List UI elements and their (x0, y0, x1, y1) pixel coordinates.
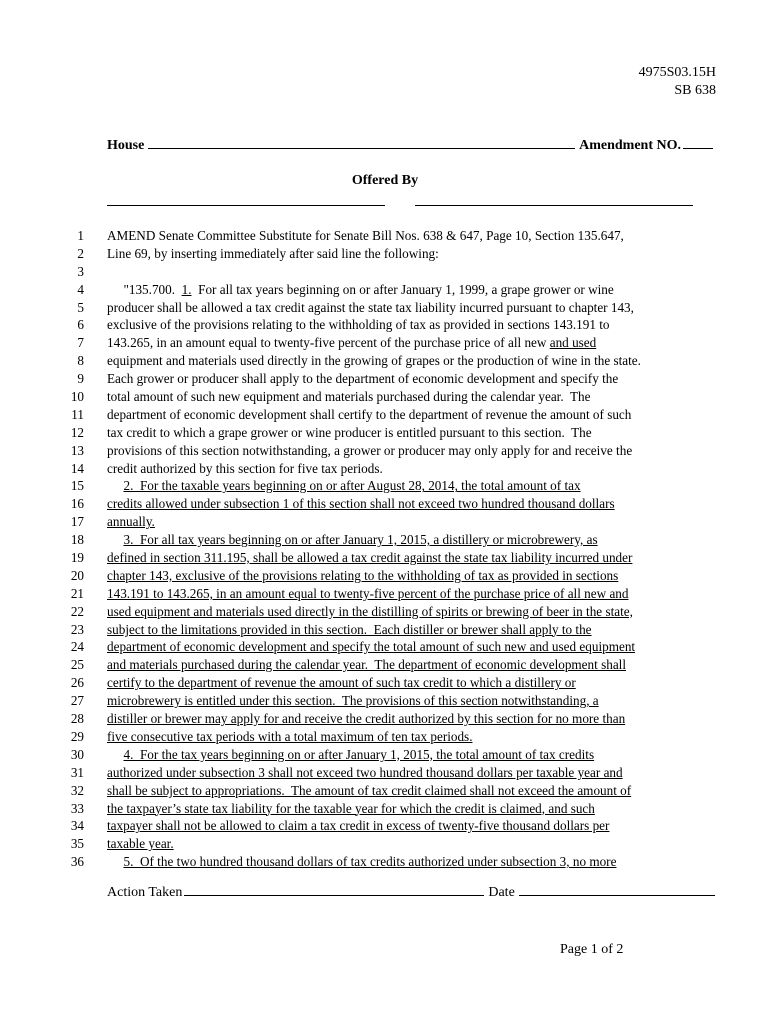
line-3 (0, 263, 770, 281)
line-text: "135.700. 1. For all tax years beginning on or after January 1, 1999, a grape grower or wine (107, 281, 614, 297)
line-text: department of economic development and specify the total amount of such new and used equipment (107, 639, 636, 655)
line-33 (0, 800, 770, 818)
line-22 (0, 603, 770, 621)
line-number: 25 (70, 657, 84, 673)
line-14 (0, 460, 770, 478)
line-number: 26 (70, 675, 84, 691)
line-text: 3. For all tax years beginning on or after January 1, 2015, a distillery or microbrewery, as (123, 532, 598, 548)
house-label: House (107, 138, 145, 153)
line-text: provisions of this section notwithstanding, a grower or producer may only apply for and receive the (107, 442, 633, 458)
line-text: department of economic development shall certify to the department of revenue the amount of such (107, 406, 632, 422)
line-text: AMEND Senate Committee Substitute for Senate Bill Nos. 638 & 647, Page 10, Section 135.647, (107, 228, 624, 243)
line-number: 30 (70, 746, 84, 762)
line-9 (0, 370, 770, 388)
date-blank (519, 883, 715, 896)
line-text: used equipment and materials used directly in the distilling of spirits or brewing of beer in the state, (107, 603, 633, 619)
line-17 (0, 513, 770, 531)
line-text: Line 69, by inserting immediately after said line the following: (107, 245, 439, 261)
line-29 (0, 728, 770, 746)
line-23 (0, 621, 770, 639)
bill-number: SB 638 (674, 83, 716, 98)
line-13 (0, 442, 770, 460)
line-35 (0, 835, 770, 853)
line-text: defined in section 311.195, shall be allowed a tax credit against the state tax liability incurred under (107, 550, 633, 566)
line-number: 23 (70, 621, 84, 637)
line-6 (0, 316, 770, 334)
line-text: annually. (107, 514, 155, 530)
line-4 (0, 281, 770, 299)
line-21 (0, 585, 770, 603)
line-number: 13 (70, 442, 84, 458)
line-number: 7 (77, 335, 84, 351)
line-8 (0, 352, 770, 370)
line-1 (0, 227, 770, 245)
line-31 (0, 764, 770, 782)
line-text: producer shall be allowed a tax credit against the state tax liability incurred pursuant to chapter 143, (107, 299, 634, 315)
line-text: the taxpayer’s state tax liability for the taxable year for which the credit is claimed, and such (107, 800, 595, 816)
line-7 (0, 334, 770, 352)
amendment-text (0, 227, 770, 871)
line-text: shall be subject to appropriations. The amount of tax credit claimed shall not exceed the amount of (107, 782, 632, 798)
line-number: 21 (70, 585, 84, 601)
line-number: 31 (70, 764, 84, 780)
line-text: subject to the limitations provided in this section. Each distiller or brewer shall apply to the (107, 621, 592, 637)
action-taken-blank (184, 883, 484, 896)
line-number: 17 (70, 514, 84, 530)
line-text: 4. For the tax years beginning on or after January 1, 2015, the total amount of tax credits (123, 746, 595, 762)
line-text: 5. Of the two hundred thousand dollars of tax credits authorized under subsection 3, no more (123, 854, 617, 870)
line-5 (0, 299, 770, 317)
line-24 (0, 638, 770, 656)
line-number: 33 (70, 800, 84, 816)
line-number: 32 (70, 782, 84, 798)
line-number: 35 (70, 836, 84, 852)
line-number: 22 (70, 603, 84, 619)
line-text: five consecutive tax periods with a total maximum of ten tax periods. (107, 728, 473, 744)
line-number: 29 (70, 728, 84, 744)
line-number: 14 (70, 460, 84, 476)
line-text: credit authorized by this section for five tax periods. (107, 460, 383, 476)
line-number: 9 (77, 371, 84, 387)
line-text: taxpayer shall not be allowed to claim a tax credit in excess of twenty-five thousand dollars per (107, 818, 610, 834)
line-26 (0, 674, 770, 692)
line-19 (0, 549, 770, 567)
line-16 (0, 495, 770, 513)
document-id: 4975S03.15H (638, 65, 716, 80)
line-number: 20 (70, 567, 84, 583)
line-text: credits allowed under subsection 1 of this section shall not exceed two hundred thousand dollars (107, 496, 615, 512)
line-text: 2. For the taxable years beginning on or after August 28, 2014, the total amount of tax (123, 478, 581, 494)
line-text: microbrewery is entitled under this section. The provisions of this section notwithstanding, a (107, 693, 599, 709)
line-20 (0, 567, 770, 585)
line-number: 24 (70, 639, 84, 655)
line-text: and materials purchased during the calendar year. The department of economic development shall (107, 657, 626, 673)
line-number: 4 (77, 281, 84, 297)
line-number: 18 (70, 532, 84, 548)
line-28 (0, 710, 770, 728)
action-taken-row (107, 883, 715, 901)
line-number: 36 (70, 854, 84, 870)
line-11 (0, 406, 770, 424)
amendment-label: Amendment NO. (579, 138, 681, 153)
line-number: 15 (70, 478, 84, 494)
action-taken-label: Action Taken (107, 885, 183, 900)
line-27 (0, 692, 770, 710)
line-number: 27 (70, 693, 84, 709)
line-text: 143.265, in an amount equal to twenty-five percent of the purchase price of all new and used (107, 335, 597, 351)
line-number: 10 (70, 389, 84, 405)
line-number: 5 (77, 299, 84, 315)
line-number: 3 (77, 263, 84, 279)
line-number: 6 (77, 317, 84, 333)
line-number: 34 (70, 818, 84, 834)
line-number: 12 (70, 424, 84, 440)
line-number: 16 (70, 496, 84, 512)
line-2 (0, 245, 770, 263)
line-text: exclusive of the provisions relating to the withholding of tax as provided in sections 143.191 to (107, 317, 610, 333)
line-number: 28 (70, 711, 84, 727)
line-text: tax credit to which a grape grower or wine producer is entitled pursuant to this section. The (107, 424, 592, 440)
line-number: 2 (77, 245, 84, 261)
page-number: Page 1 of 2 (560, 942, 624, 957)
line-number: 8 (77, 353, 84, 369)
date-label: Date (488, 885, 515, 900)
line-12 (0, 424, 770, 442)
line-18 (0, 531, 770, 549)
line-number: 11 (71, 406, 84, 422)
offered-by-label: Offered By (351, 173, 419, 188)
line-text: chapter 143, exclusive of the provisions relating to the withholding of tax as provided in sections (107, 567, 619, 583)
line-text: authorized under subsection 3 shall not exceed two hundred thousand dollars per taxable year and (107, 764, 623, 780)
line-text: equipment and materials used directly in the growing of grapes or the production of wine in the state. (107, 353, 641, 369)
line-text: certify to the department of revenue the amount of such tax credit to which a distillery or (107, 675, 576, 691)
line-30 (0, 746, 770, 764)
line-25 (0, 656, 770, 674)
line-32 (0, 782, 770, 800)
line-34 (0, 817, 770, 835)
house-amendment-row (107, 136, 713, 154)
line-36 (0, 853, 770, 871)
line-number: 19 (70, 550, 84, 566)
offered-by-line-right (415, 205, 693, 206)
line-text: total amount of such new equipment and materials purchased during the calendar year. The (107, 389, 591, 405)
line-text: 143.191 to 143.265, in an amount equal to twenty-five percent of the purchase price of all new and (107, 585, 629, 601)
line-text: Each grower or producer shall apply to the department of economic development and specify the (107, 371, 619, 387)
house-blank-line (148, 136, 575, 149)
offered-by-line-left (107, 205, 385, 206)
amendment-number-blank (683, 136, 713, 149)
line-number: 1 (77, 228, 84, 243)
line-text: distiller or brewer may apply for and receive the credit authorized by this section for no more than (107, 711, 626, 727)
line-10 (0, 388, 770, 406)
line-text: taxable year. (107, 836, 174, 852)
line-15 (0, 477, 770, 495)
